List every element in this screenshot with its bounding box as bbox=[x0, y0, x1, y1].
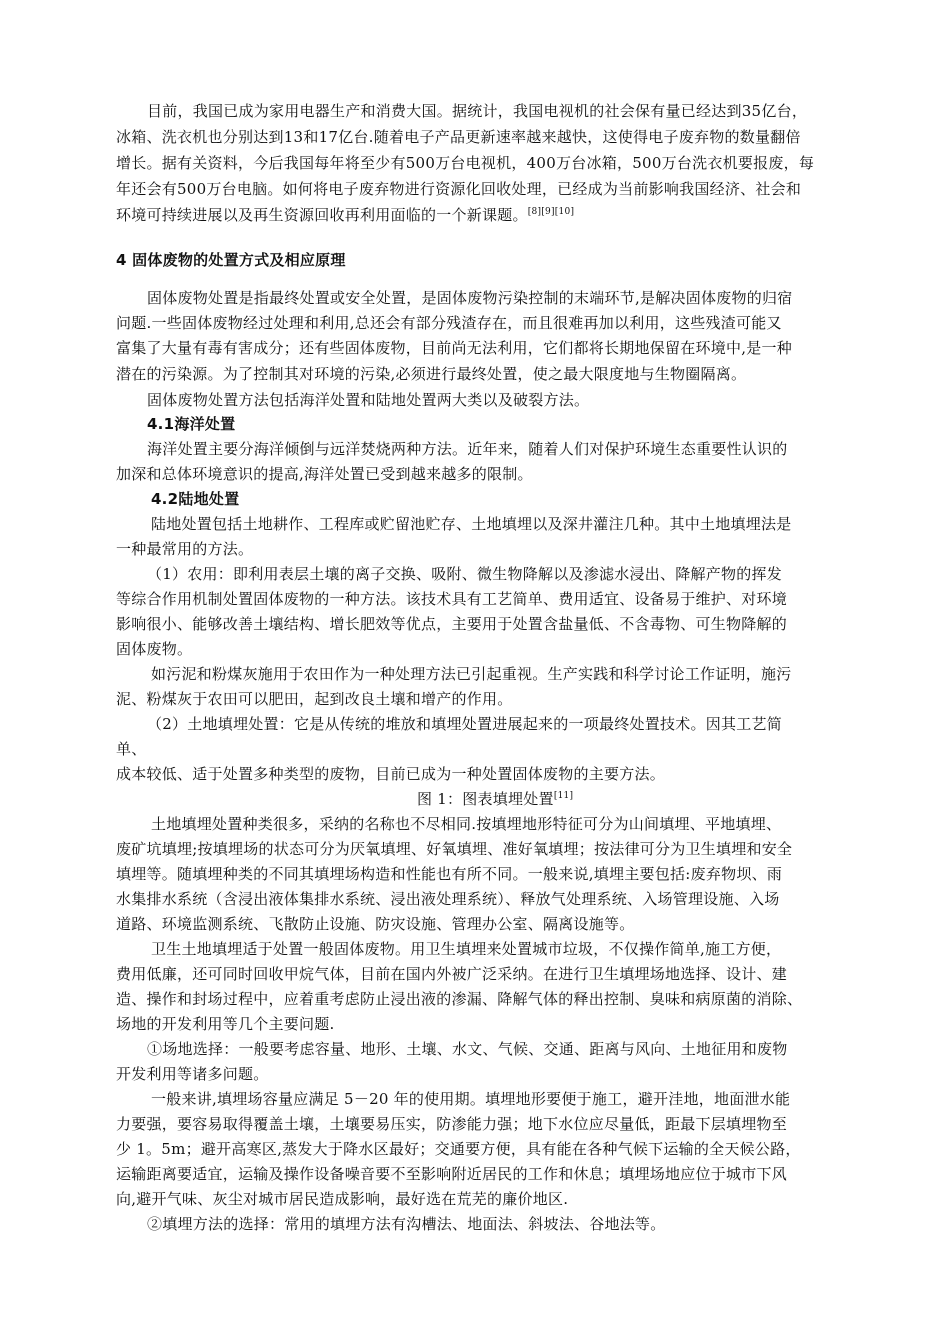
para-line: 费用低廉，还可同时回收甲烷气体，目前在国内外被广泛采纳。在进行卫生填埋场地选择、设计、建 bbox=[116, 965, 788, 983]
citation: [11] bbox=[553, 791, 574, 801]
para-line: ②填埋方法的选择：常用的填埋方法有沟槽法、地面法、斜坡法、谷地法等。 bbox=[147, 1215, 666, 1233]
para-line: 一种最常用的方法。 bbox=[116, 540, 254, 558]
para-line: 力要强，要容易取得覆盖土壤，土壤要易压实，防渗能力强；地下水位应尽量低，距最下层填埋物至 bbox=[116, 1115, 788, 1133]
para-line: 固体废物处置是指最终处置或安全处置，是固体废物污染控制的末端环节,是解决固体废物的归宿 bbox=[147, 289, 793, 307]
subsection-heading: 4.2陆地处置 bbox=[151, 490, 240, 508]
intro-line-2: 冰箱、洗衣机也分别达到13和17亿台.随着电子产品更新速率越来越快，这使得电子废弃物的数量翻倍 bbox=[116, 128, 801, 146]
para-line: 一般来讲,填埋场容量应满足 5－20 年的使用期。填埋地形要便于施工，避开洼地，地面泄水能 bbox=[151, 1090, 791, 1108]
para-line: 潜在的污染源。为了控制其对环境的污染,必须进行最终处置，使之最大限度地与生物圈隔离。 bbox=[116, 365, 747, 383]
para-line: 海洋处置主要分海洋倾倒与远洋焚烧两种方法。近年来，随着人们对保护环境生态重要性认识的 bbox=[147, 440, 788, 458]
para-line: 道路、环境监测系统、飞散防止设施、防灾设施、管理办公室、隔离设施等。 bbox=[116, 915, 635, 933]
para-line: （2）土地填埋处置：它是从传统的堆放和填埋处置进展起来的一项最终处置技术。因其工艺简 bbox=[147, 715, 783, 733]
intro-line-4: 年还会有500万台电脑。如何将电子废弃物进行资源化回收处理，已经成为当前影响我国经济、社会和 bbox=[116, 180, 802, 198]
intro-line-1: 目前，我国已成为家用电器生产和消费大国。据统计，我国电视机的社会保有量已经达到35亿台， bbox=[147, 102, 808, 120]
para-line: 废矿坑填埋;按填埋场的状态可分为厌氧填埋、好氧填埋、准好氧填埋；按法律可分为卫生填埋和安全 bbox=[116, 840, 793, 858]
para-line: 富集了大量有毒有害成分；还有些固体废物，目前尚无法利用，它们都将长期地保留在环境中,是一种 bbox=[116, 339, 793, 357]
intro-line-5-text: 环境可持续进展以及再生资源回收再利用面临的一个新课题。 bbox=[116, 206, 528, 224]
para-line: 加深和总体环境意识的提高,海洋处置已受到越来越多的限制。 bbox=[116, 465, 533, 483]
para-line: 开发利用等诸多问题。 bbox=[116, 1065, 269, 1083]
para-line: 填埋等。随填埋种类的不同其填埋场构造和性能也有所不同。一般来说,填埋主要包括:废弃物坝、雨 bbox=[116, 865, 783, 883]
para-line: 土地填埋处置种类很多，采纳的名称也不尽相同.按填埋地形特征可分为山间填埋、平地填埋、 bbox=[151, 815, 782, 833]
para-line: 卫生土地填埋适于处置一般固体废物。用卫生填埋来处置城市垃圾，不仅操作简单,施工方便， bbox=[151, 940, 782, 958]
para-line: 水集排水系统（含浸出液体集排水系统、浸出液处理系统）、释放气处理系统、入场管理设施、入场 bbox=[116, 890, 780, 908]
intro-line-3: 增长。据有关资料，今后我国每年将至少有500万台电视机，400万台冰箱，500万台洗衣机要报废，每 bbox=[116, 154, 815, 172]
para-line: 如污泥和粉煤灰施用于农田作为一种处理方法已引起重视。生产实践和科学讨论工作证明，施污 bbox=[151, 665, 792, 683]
section-heading: 4 固体废物的处置方式及相应原理 bbox=[116, 251, 346, 269]
para-line: 单、 bbox=[116, 740, 147, 758]
figure-caption-text: 图 1：图表填埋处置 bbox=[417, 790, 554, 808]
intro-line-5 bbox=[116, 205, 574, 225]
subsection-heading: 4.1海洋处置 bbox=[147, 415, 236, 433]
para-line: 成本较低、适于处置多种类型的废物，目前已成为一种处置固体废物的主要方法。 bbox=[116, 765, 666, 783]
para-line: 陆地处置包括土地耕作、工程库或贮留池贮存、土地填埋以及深井灌注几种。其中土地填埋法是 bbox=[151, 515, 792, 533]
para-line: 固体废物。 bbox=[116, 640, 193, 658]
para-line: 等综合作用机制处置固体废物的一种方法。该技术具有工艺简单、费用适宜、设备易于维护、对环境 bbox=[116, 590, 788, 608]
para-line: （1）农用：即利用表层土壤的离子交换、吸附、微生物降解以及渗滤水浸出、降解产物的挥发 bbox=[147, 565, 783, 583]
para-line: 运输距离要适宜，运输及操作设备噪音要不至影响附近居民的工作和休息；填埋场地应位于城市下风 bbox=[116, 1165, 788, 1183]
citation: [8][9][10] bbox=[527, 207, 575, 217]
para-line: 问题.一些固体废物经过处理和利用,总还会有部分残渣存在，而且很难再加以利用，这些残渣可能又 bbox=[116, 314, 782, 332]
para-line: 向,避开气味、灰尘对城市居民造成影响，最好选在荒芜的廉价地区. bbox=[116, 1190, 569, 1208]
para-line: 影响很小、能够改善土壤结构、增长肥效等优点，主要用于处置含盐量低、不含毒物、可生物降解的 bbox=[116, 615, 788, 633]
para-line: ①场地选择：一般要考虑容量、地形、土壤、水文、气候、交通、距离与风向、土地征用和废物 bbox=[147, 1040, 788, 1058]
para-line: 固体废物处置方法包括海洋处置和陆地处置两大类以及破裂方法。 bbox=[147, 391, 590, 409]
para-line: 泥、粉煤灰于农田可以肥田，起到改良土壤和增产的作用。 bbox=[116, 690, 513, 708]
para-line: 场地的开发利用等几个主要问题. bbox=[116, 1015, 335, 1033]
para-line: 造、操作和封场过程中，应着重考虑防止浸出液的渗漏、降解气体的释出控制、臭味和病原菌的消除、 bbox=[116, 990, 803, 1008]
figure-caption bbox=[417, 789, 573, 809]
para-line: 少 1。5m；避开高寒区,蒸发大于降水区最好；交通要方便，具有能在各种气候下运输的全天候公路， bbox=[116, 1140, 801, 1158]
